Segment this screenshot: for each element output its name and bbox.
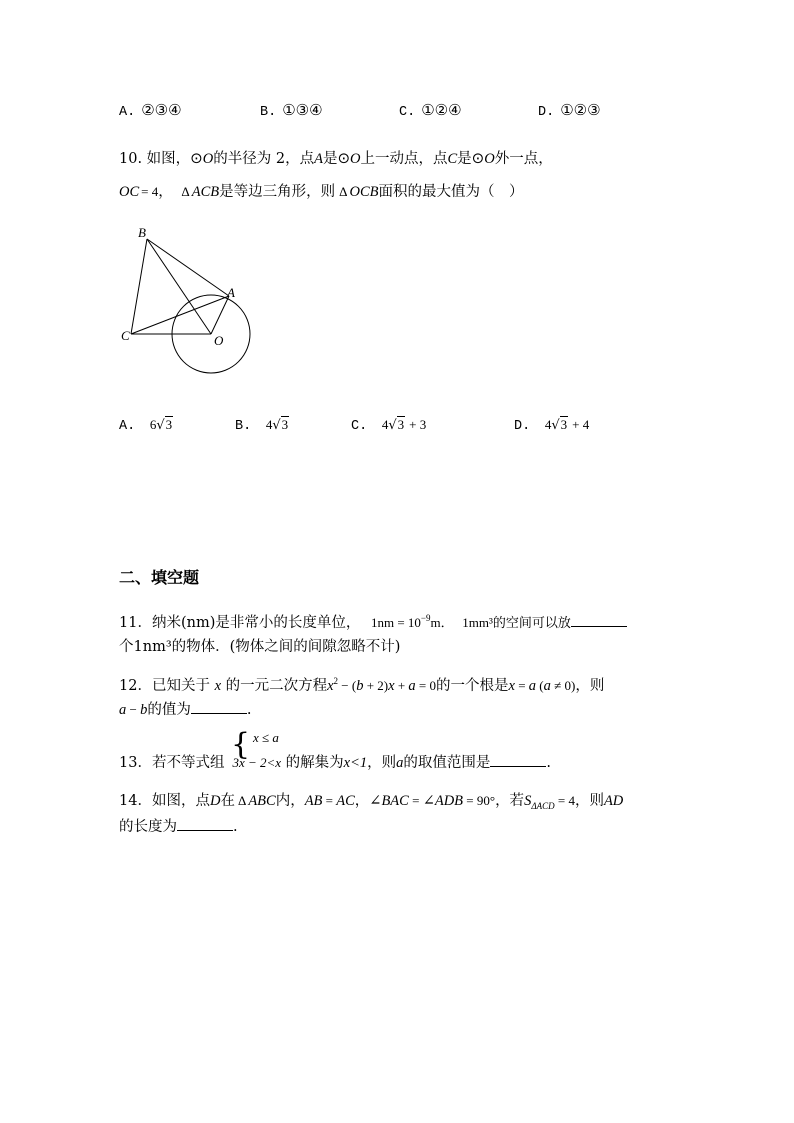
segment-bc — [131, 239, 147, 334]
q12-line1: 12．已知关于 x 的一元二次方程$x^2 - (b + 2)x + a = 0$的一个根是x = a (a ≠ 0)，则 — [119, 676, 605, 694]
q10-option-c: C. 4√3 + 3 — [351, 417, 427, 434]
radical-icon: √ — [388, 418, 397, 433]
q9-option-d: D. ①②③ — [538, 101, 601, 120]
q10-geometry-figure — [112, 222, 262, 392]
label-c: C — [121, 328, 130, 343]
segment-bo — [147, 239, 211, 334]
q14-line2: 的长度为 . — [119, 819, 238, 835]
answer-blank[interactable] — [571, 614, 627, 627]
q9-option-c: C. ①②④ — [399, 101, 462, 120]
q10-option-b: B. 4√3 — [235, 417, 289, 434]
answer-blank[interactable] — [191, 701, 247, 714]
label-a: A — [227, 285, 235, 300]
radical-icon: √ — [551, 418, 560, 433]
segment-ba — [147, 239, 229, 296]
q10-option-d: D. 4√3 + 4 — [514, 417, 590, 434]
q14-line1: 14．如图，点D在 Δ ABC内，AB = AC，∠BAC = ∠ADB = 90°，若$S_{\Delta ACD} = 4$，则AD — [119, 793, 624, 811]
label-b: B — [138, 225, 146, 240]
q13-system-line2: 3x − 2<x — [232, 755, 282, 770]
q10-stem-line2: OC = 4， Δ ACB是等边三角形，则 Δ OCB面积的最大值为（ ） — [119, 184, 524, 200]
radical-icon: √ — [272, 418, 281, 433]
section-heading: 二、填空题 — [119, 568, 200, 587]
q13-brace-icon: { — [231, 727, 251, 762]
label-o: O — [214, 333, 224, 348]
q12-line2: a − b的值为 . — [119, 702, 252, 718]
answer-blank[interactable] — [177, 818, 233, 831]
q13-system-line1: x ≤ a — [253, 730, 279, 745]
q11-line2: 个1nm³的物体．(物体之间的间隙忽略不计) — [119, 639, 401, 655]
q9-option-b: B. ①③④ — [260, 101, 323, 120]
radical-icon: √ — [156, 418, 165, 433]
q13-line: 13．若不等式组 3x − 2<x 的解集为x<1，则a的取值范围是 . — [119, 755, 551, 771]
q9-option-a: A. ②③④ — [119, 101, 182, 120]
q10-option-a: A. 6√3 — [119, 417, 173, 434]
answer-blank[interactable] — [490, 754, 546, 767]
q10-stem-line1: 10. 如图，⊙O的半径为 2，点A是⊙O上一动点，点C是⊙O外一点， — [119, 149, 553, 167]
q11-line1: 11．纳米(nm)是非常小的长度单位， $1nm = 10^{-9}m$． 1mm³的空间可以放 — [119, 611, 627, 632]
circle-o-symbol: ⊙ — [337, 149, 351, 167]
segment-ca — [131, 296, 229, 334]
